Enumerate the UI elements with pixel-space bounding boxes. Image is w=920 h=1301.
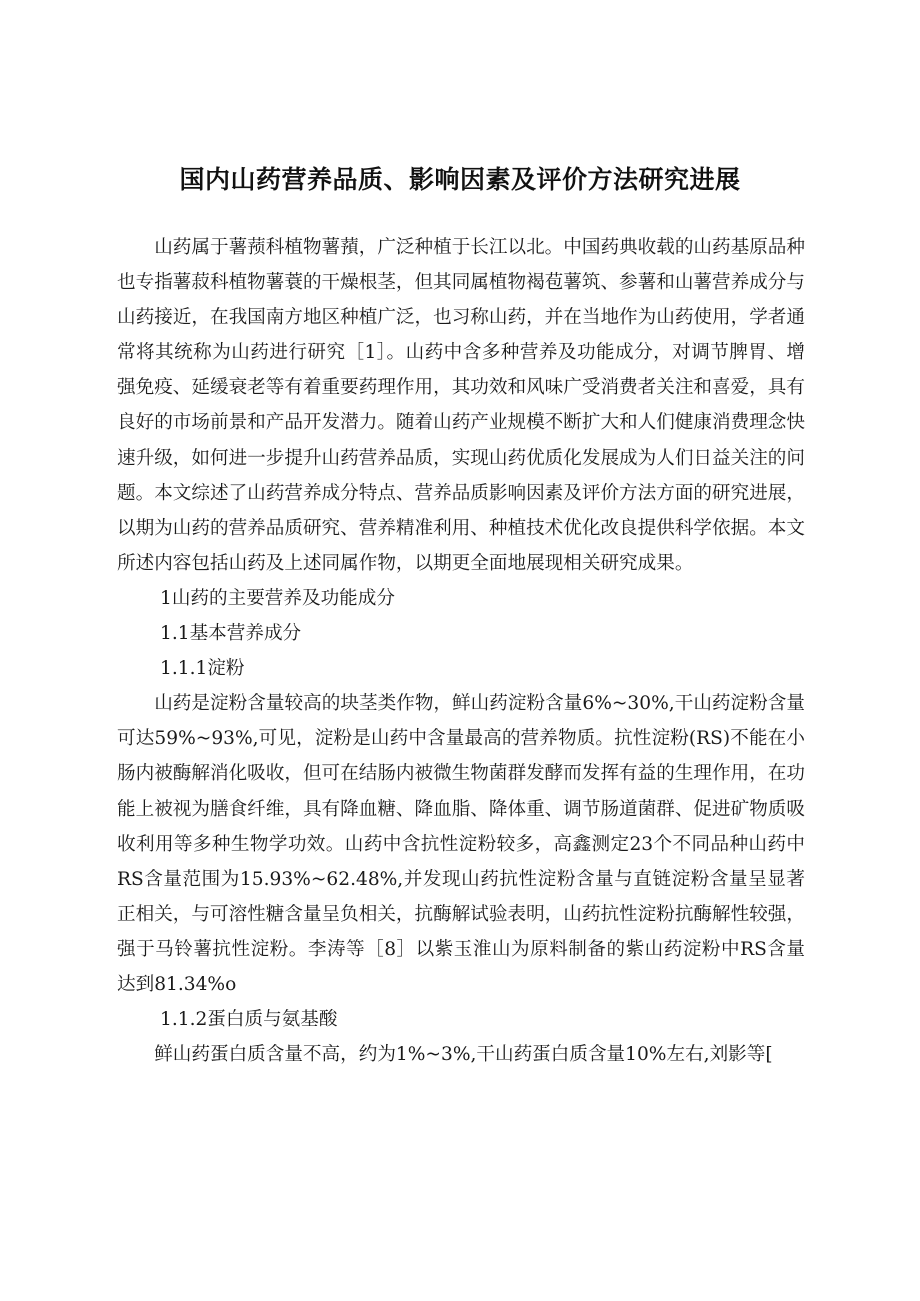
section-heading-1-1: 1.1基本营养成分 <box>160 623 302 645</box>
starch-paragraph: 山药是淀粉含量较高的块茎类作物，鲜山药淀粉含量6%~30%,干山药淀粉含量可达59%~93%,可见，淀粉是山药中含量最高的营养物质。抗性淀粉(RS)不能在小肠内被酶解消化吸收，但可在结肠内被微生物菌群发酵而发挥有益的生理作用，在功能上被视为膳食纤维，具有降血糖、降血脂、降体重、调节肠道菌群、促进矿物质吸收利用等多种生物学功效。山药中含抗性淀粉较多，高鑫测定23个不同品种山药中RS含量范围为15.93%~62.48%,并发现山药抗性淀粉含量与直链淀粉含量呈显著正相关，与可溶性糖含量呈负相关，抗酶解试验表明，山药抗性淀粉抗酶解性较强，强于马铃薯抗性淀粉。李涛等［8］以紫玉淮山为原料制备的紫山药淀粉中RS含量达到81.34%o <box>117 693 805 995</box>
section-heading-1-1-2: 1.1.2蛋白质与氨基酸 <box>160 1009 338 1031</box>
intro-paragraph: 山药属于薯蓣科植物薯蕷，广泛种植于长江以北。中国药典收载的山药基原品种也专指薯菽科植物薯蓑的干燥根茎，但其同属植物褐苞薯筑、参薯和山薯营养成分与山药接近，在我国南方地区种植广泛，也习称山药，并在当地作为山药使用，学者通常将其统称为山药进行研究［1］。山药中含多种营养及功能成分，对调节脾胃、增强免疫、延缓衰老等有着重要药理作用，其功效和风味广受消费者关注和喜爱，具有良好的市场前景和产品开发潜力。随着山药产业规模不断扩大和人们健康消费理念快速升级，如何进一步提升山药营养品质，实现山药优质化发展成为人们日益关注的问题。本文综述了山药营养成分特点、营养品质影响因素及评价方法方面的研究进展，以期为山药的营养品质研究、营养精准利用、种植技术优化改良提供科学依据。本文所述内容包括山药及上述同属作物，以期更全面地展现相关研究成果。 <box>117 237 805 574</box>
section-heading-1-1-1: 1.1.1淀粉 <box>160 658 245 680</box>
section-heading-1: 1山药的主要营养及功能成分 <box>160 587 395 609</box>
document-title: 国内山药营养品质、影响因素及评价方法研究进展 <box>179 165 741 194</box>
document-body <box>117 230 805 1072</box>
protein-paragraph: 鲜山药蛋白质含量不高，约为1%~3%,干山药蛋白质含量10%左右,刘影等[ <box>154 1044 773 1066</box>
